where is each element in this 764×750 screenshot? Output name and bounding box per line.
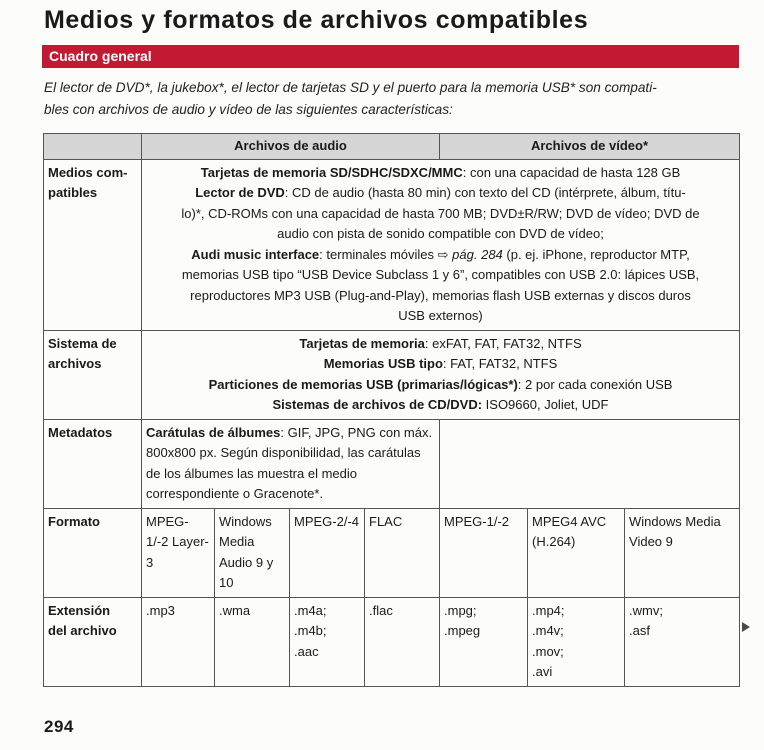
header-video-files: Archivos de vídeo* (440, 134, 740, 160)
label-usb-partitions: Particiones de memorias USB (primarias/lógicas*) (208, 376, 518, 392)
extension-value: .wmv; (629, 602, 663, 618)
text-usb-partitions: : 2 por cada conexión USB (517, 376, 673, 392)
label-cd-dvd-fs: Sistemas de archivos de CD/DVD: (272, 397, 483, 412)
text-ami: (p. ej. iPhone, reproductor MTP, (502, 246, 690, 262)
row-label-line: Extensión (48, 602, 111, 618)
format-cell: FLAC (365, 508, 440, 597)
format-cell: MPEG-1/-2 Layer-3 (142, 508, 215, 597)
extension-value: .avi (532, 664, 553, 679)
extension-cell (528, 597, 625, 686)
extension-cell (215, 597, 290, 686)
label-audi-music-interface: Audi music interface (191, 246, 320, 262)
label-sd-cards: Tarjetas de memoria SD/SDHC/SDXC/MMC (200, 164, 463, 180)
row-label-extension (44, 597, 142, 686)
text-cd-dvd-fs: ISO9660, Joliet, UDF (482, 397, 609, 412)
medios-content (142, 159, 740, 330)
table-row-formato (44, 508, 740, 597)
extension-value: .aac (294, 643, 319, 659)
page-reference-link[interactable]: pág. 284 (448, 246, 503, 262)
intro-line: El lector de DVD*, la jukebox*, el lector de tarjetas SD y el puerto para la memoria USB* son compati- (44, 80, 657, 95)
page-title: Medios y formatos de archivos compatibles (44, 6, 589, 34)
row-label-line: del archivo (48, 623, 117, 638)
page-reference-arrow-icon: ⇨ (437, 246, 449, 262)
extension-value: .mov; (532, 643, 564, 659)
page-number: 294 (44, 717, 74, 736)
extension-cell (290, 597, 365, 686)
table-row-sistema (44, 330, 740, 419)
row-label-metadatos: Metadatos (44, 419, 142, 508)
row-label-line: patibles (48, 185, 98, 200)
metadatos-empty-cell (440, 419, 740, 508)
text-memory-cards-fs: : exFAT, FAT, FAT32, NTFS (424, 335, 582, 351)
extension-value: .mp3 (146, 602, 175, 618)
table-row-metadatos (44, 419, 740, 508)
format-cell: MPEG-2/-4 (290, 508, 365, 597)
extension-value: .m4b; (294, 623, 327, 638)
label-dvd-reader: Lector de DVD (195, 185, 285, 200)
extension-cell (625, 597, 740, 686)
extension-value: .m4a; (294, 602, 327, 618)
extension-value: .wma (219, 602, 251, 618)
row-label-line: Medios com- (48, 164, 128, 180)
label-memory-cards-fs: Tarjetas de memoria (299, 335, 425, 351)
extension-value: .asf (629, 623, 650, 638)
label-usb-fs: Memorias USB tipo (323, 356, 443, 371)
row-label-sistema (44, 330, 142, 419)
intro-line: bles con archivos de audio y vídeo de las siguientes características: (44, 102, 453, 117)
row-label-medios (44, 159, 142, 330)
format-cell: Windows Media Audio 9 y 10 (215, 508, 290, 597)
extension-value: .mpg; (444, 602, 477, 618)
table-header-row (44, 134, 740, 160)
sistema-content (142, 330, 740, 419)
row-label-formato: Formato (44, 508, 142, 597)
format-cell: Windows Media Video 9 (625, 508, 740, 597)
intro-paragraph (44, 77, 744, 121)
text-ami-cont: reproductores MP3 USB (Plug-and-Play), memorias flash USB externas y discos duros (190, 287, 691, 303)
text-album-art: : GIF, JPG, PNG con máx. 800x800 px. Según disponibilidad, las carátulas de los álbumes las muestra el medio correspondiente o Gracenote*. (146, 424, 433, 501)
compatibility-table (43, 133, 740, 687)
format-cell: MPEG-1/-2 (440, 508, 528, 597)
text-dvd-reader: : CD de audio (hasta 80 min) con texto del CD (intérprete, álbum, títu- (284, 185, 686, 200)
row-label-line: Sistema de (48, 335, 117, 351)
text-sd-cards: : con una capacidad de hasta 128 GB (462, 164, 681, 180)
row-label-line: archivos (48, 356, 102, 371)
extension-value: .m4v; (532, 623, 564, 638)
extension-cell (365, 597, 440, 686)
extension-cell (142, 597, 215, 686)
section-header-bar (42, 45, 739, 68)
text-ami-cont: memorias USB tipo “USB Device Subclass 1 y 6”, compatibles con USB 2.0: lápices USB, (181, 267, 700, 282)
extension-value: .mpeg (444, 623, 481, 638)
continue-arrow-icon (742, 622, 750, 632)
format-cell: MPEG4 AVC (H.264) (528, 508, 625, 597)
metadatos-content (142, 419, 440, 508)
text-ami-cont: USB externos) (398, 308, 483, 323)
text-dvd-reader-cont: audio con pista de sonido compatible con DVD de vídeo; (277, 226, 604, 241)
table-row-extension (44, 597, 740, 686)
header-corner-cell (44, 134, 142, 160)
text-usb-fs: : FAT, FAT32, NTFS (442, 356, 558, 371)
text-ami: : terminales móviles (319, 246, 438, 262)
label-album-art: Carátulas de álbumes (146, 424, 281, 440)
section-header-label: Cuadro general (49, 48, 152, 64)
extension-cell (440, 597, 528, 686)
text-dvd-reader-cont: lo)*, CD-ROMs con una capacidad de hasta 700 MB; DVD±R/RW; DVD de vídeo; DVD de (181, 205, 700, 221)
extension-value: .flac (369, 602, 393, 618)
header-audio-files: Archivos de audio (142, 134, 440, 160)
table-row-medios (44, 159, 740, 330)
extension-value: .mp4; (532, 602, 565, 618)
